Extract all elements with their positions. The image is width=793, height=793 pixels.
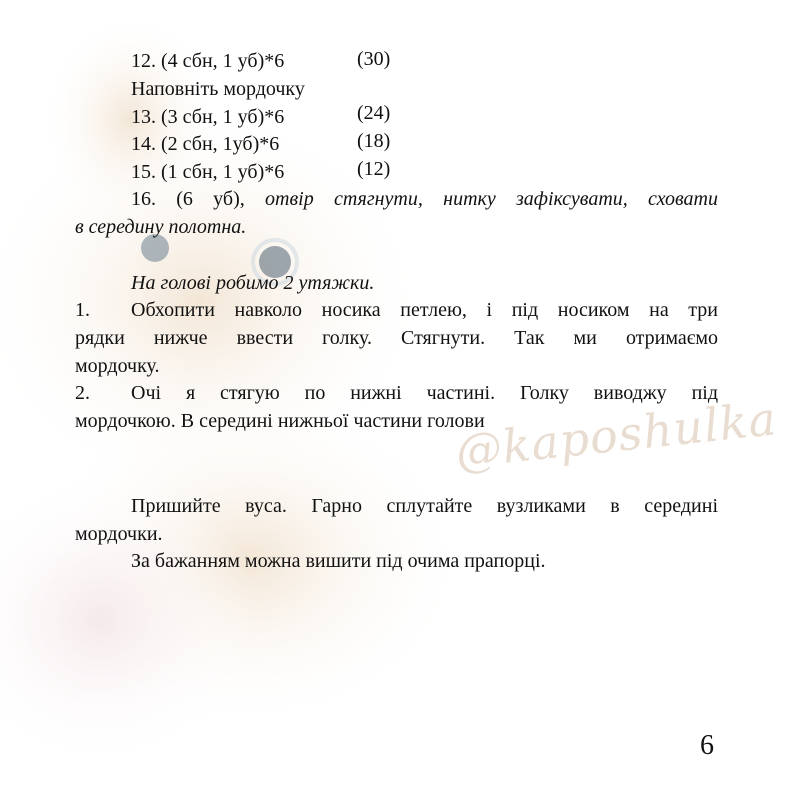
- row-15: 15. (1 сбн, 1 уб)*6: [131, 161, 285, 183]
- whiskers-line-1: Пришийте вуса. Гарно сплутайте вузликами в середині: [131, 495, 718, 517]
- row-13: 13. (3 сбн, 1 уб)*6: [131, 106, 285, 128]
- section-heading: На голові робимо 2 утяжки.: [131, 272, 375, 294]
- item-1-number: 1.: [75, 299, 90, 321]
- row-16: [131, 186, 718, 212]
- watermark: @kaposhulka: [453, 391, 780, 479]
- row-16-instruction-cont: в середину полотна.: [75, 216, 247, 238]
- row-13-count: (24): [357, 102, 391, 124]
- embroidery-note: За бажанням можна вишити під очима прапорці.: [131, 550, 546, 572]
- row-16-instruction: отвір стягнути, нитку зафіксувати, сховати: [265, 188, 718, 210]
- row-14-count: (18): [357, 130, 391, 152]
- row-12-count: (30): [357, 48, 391, 70]
- whiskers-line-2: мордочки.: [75, 523, 163, 545]
- item-1-line-2: рядки нижче ввести голку. Стягнути. Так ми отримаємо: [75, 327, 718, 349]
- fill-muzzle-note: Наповніть мордочку: [131, 78, 305, 100]
- item-1-line-1: Обхопити навколо носика петлею, і під носиком на три: [131, 299, 718, 321]
- row-12: 12. (4 сбн, 1 уб)*6: [131, 50, 285, 72]
- item-2-number: 2.: [75, 382, 90, 404]
- item-2-line-1: Очі я стягую по нижні частині. Голку виводжу під: [131, 382, 718, 404]
- page-number: 6: [700, 730, 714, 761]
- item-2-line-2: мордочкою. В середині нижньої частини голови: [75, 410, 485, 432]
- row-15-count: (12): [357, 158, 391, 180]
- row-14: 14. (2 сбн, 1уб)*6: [131, 133, 280, 155]
- row-16-number: 16. (6 уб),: [131, 188, 245, 210]
- item-1-line-3: мордочку.: [75, 355, 160, 377]
